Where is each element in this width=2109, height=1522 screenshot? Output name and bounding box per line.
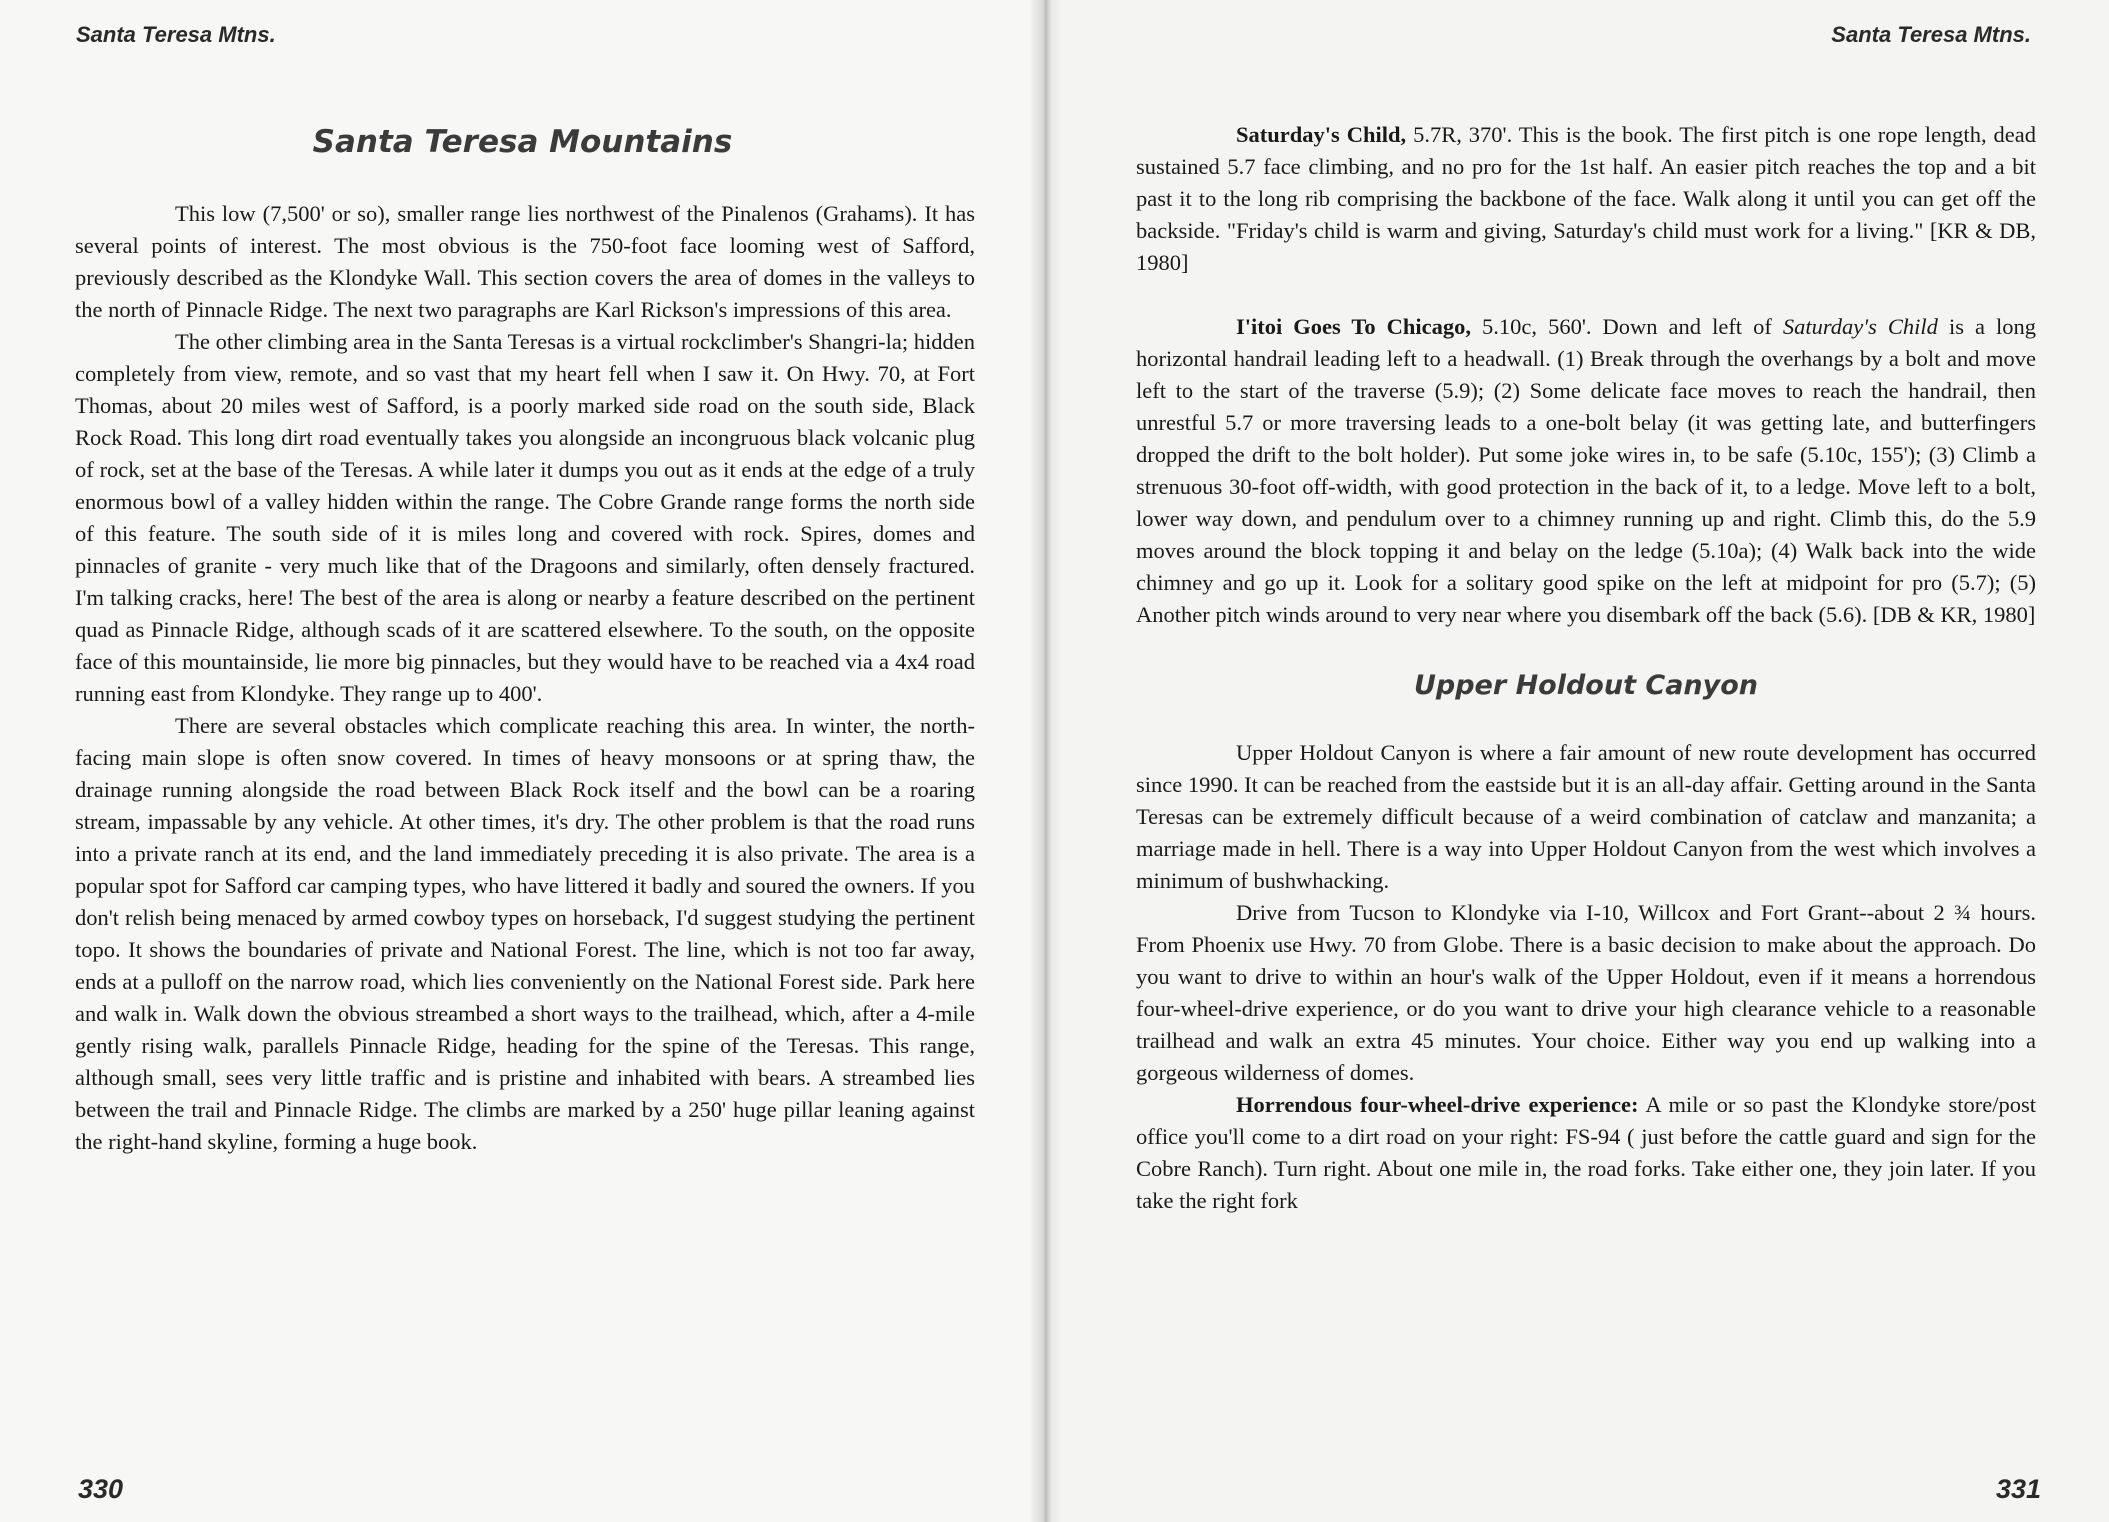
running-head-left: Santa Teresa Mtns. <box>76 22 276 47</box>
section-title-upper-holdout: Upper Holdout Canyon <box>1413 670 1759 701</box>
page-number-right: 331 <box>1995 1474 2041 1504</box>
book-gutter <box>1030 0 1060 1522</box>
paragraph-text: A mile or so past the Klondyke store/post office you'll come to a dirt road on your right: FS-94 ( just before the cattle guard and sign for the Cobre Ranch). Turn right. About one mile in, the road forks. Take either one, they join later. If you take the right fork <box>1136 1092 2036 1213</box>
route-saturdays-child <box>1136 119 2036 279</box>
paragraph-intro: This low (7,500' or so), smaller range lies northwest of the Pinalenos (Grahams). It has several points of interest. The most obvious is the 750-foot face looming west of Safford, previously described as the Klondyke Wall. This section covers the area of domes in the valleys to the north of Pinnacle Ridge. The next two paragraphs are Karl Rickson's impressions of this area. <box>75 201 975 322</box>
paragraph-drive-directions: Drive from Tucson to Klondyke via I-10, Willcox and Fort Grant--about 2 ¾ hours. From Phoenix use Hwy. 70 from Globe. There is a basic decision to make about the approach. Do you want to drive to within an hour's walk of the Upper Holdout, even if it means a horrendous four-wheel-drive experience, or do you want to drive your high clearance vehicle to a reasonable trailhead and walk an extra 45 minutes. Your choice. Either way you end up walking into a gorgeous wilderness of domes. <box>1136 900 2036 1085</box>
paragraph-obstacles: There are several obstacles which complicate reaching this area. In winter, the north-facing main slope is often snow covered. In times of heavy monsoons or at spring thaw, the drainage running alongside the road between Black Rock itself and the bowl can be a roaring stream, impassable by any vehicle. At other times, it's dry. The other problem is that the road runs into a private ranch at its end, and the land immediately preceding it is also private. The area is a popular spot for Safford car camping types, who have littered it badly and soured the owners. If you don't relish being menaced by armed cowboy types on horseback, I'd suggest studying the pertinent topo. It shows the boundaries of private and National Forest. The line, which is not too far away, ends at a pulloff on the narrow road, which lies conveniently on the National Forest side. Park here and walk in. Walk down the obvious streambed a short ways to the trailhead, which, after a 4-mile gently rising walk, parallels Pinnacle Ridge, heading for the spine of the Teresas. This range, although small, sees very little traffic and is pristine and inhabited with bears. A streambed lies between the trail and Pinnacle Ridge. The climbs are marked by a 250' huge pillar leaning against the right-hand skyline, forming a huge book. <box>75 713 975 1154</box>
route-description: 5.7R, 370'. This is the book. The first pitch is one rope length, dead sustained 5.7 face climbing, and no pro for the 1st half. An easier pitch reaches the top and a bit past it to the long rib comprising the backbone of the face. Walk along it until you can get off the backside. "Friday's child is warm and giving, Saturday's child must work for a living." [KR & DB, 1980] <box>1136 122 2036 275</box>
paragraph-shangri-la: The other climbing area in the Santa Teresas is a virtual rockclimber's Shangri-la; hidden completely from view, remote, and so vast that my heart fell when I saw it. On Hwy. 70, at Fort Thomas, about 20 miles west of Safford, is a poorly marked side road on the south side, Black Rock Road. This long dirt road eventually takes you alongside an incongruous black volcanic plug of rock, set at the base of the Teresas. A while later it dumps you out as it ends at the edge of a truly enormous bowl of a valley hidden within the range. The Cobre Grande range forms the north side of this feature. The south side of it is miles long and covered with rock. Spires, domes and pinnacles of granite - very much like that of the Dragoons and similarly, often densely fractured. I'm talking cracks, here! The best of the area is along or nearby a feature described on the pertinent quad as Pinnacle Ridge, although scads of it are scattered elsewhere. To the south, on the opposite face of this mountainside, lie more big pinnacles, but they would have to be reached via a 4x4 road running east from Klondyke. They range up to 400'. <box>75 329 975 706</box>
route-description: 5.10c, 560'. Down and left of <box>1471 314 1783 339</box>
left-body-text <box>75 198 975 1158</box>
route-description: is a long horizontal handrail leading left to a headwall. (1) Break through the overhangs by a bolt and move left to the start of the traverse (5.9); (2) Some delicate face moves to reach the handrail, then unrestful 5.7 or more traversing leads to a one-bolt belay (it was getting late, and butterfingers dropped the drift to the bolt holder). Put some joke wires in, to be safe (5.10c, 155'); (3) Climb a strenuous 30-foot off-width, with good protection in the back of it, to a ledge. Move left to a bolt, lower way down, and pendulum over to a chimney running up and right. Climb this, do the 5.9 moves around the block topping it and belay on the ledge (5.10a); (4) Walk back into the wide chimney and go up it. Look for a solitary good spike on the left at midpoint for pro (5.7); (5) Another pitch winds around to very near where you disembark off the back (5.6). [DB & KR, 1980] <box>1136 314 2036 627</box>
running-head-right: Santa Teresa Mtns. <box>1831 22 2031 47</box>
page-number-left: 330 <box>78 1474 124 1504</box>
route-iitoi-goes-to-chicago <box>1136 311 2036 631</box>
left-page <box>0 0 1045 1522</box>
paragraph-lead: Horrendous four-wheel-drive experience: <box>1236 1092 1639 1117</box>
route-reference: Saturday's Child <box>1782 314 1938 339</box>
route-name: I'itoi Goes To Chicago, <box>1236 314 1472 339</box>
right-page <box>1045 0 2109 1522</box>
paragraph-upper-holdout-intro: Upper Holdout Canyon is where a fair amount of new route development has occurred since 1990. It can be reached from the eastside but it is an all-day affair. Getting around in the Santa Teresas can be extremely difficult because of a weird combination of catclaw and manzanita; a marriage made in hell. There is a way into Upper Holdout Canyon from the west which involves a minimum of bushwhacking. <box>1136 740 2036 893</box>
paragraph-four-wheel-drive <box>1136 1089 2036 1217</box>
section-title-santa-teresa: Santa Teresa Mountains <box>312 124 733 160</box>
route-name: Saturday's Child, <box>1236 122 1407 147</box>
right-body-text <box>1136 119 2036 1217</box>
